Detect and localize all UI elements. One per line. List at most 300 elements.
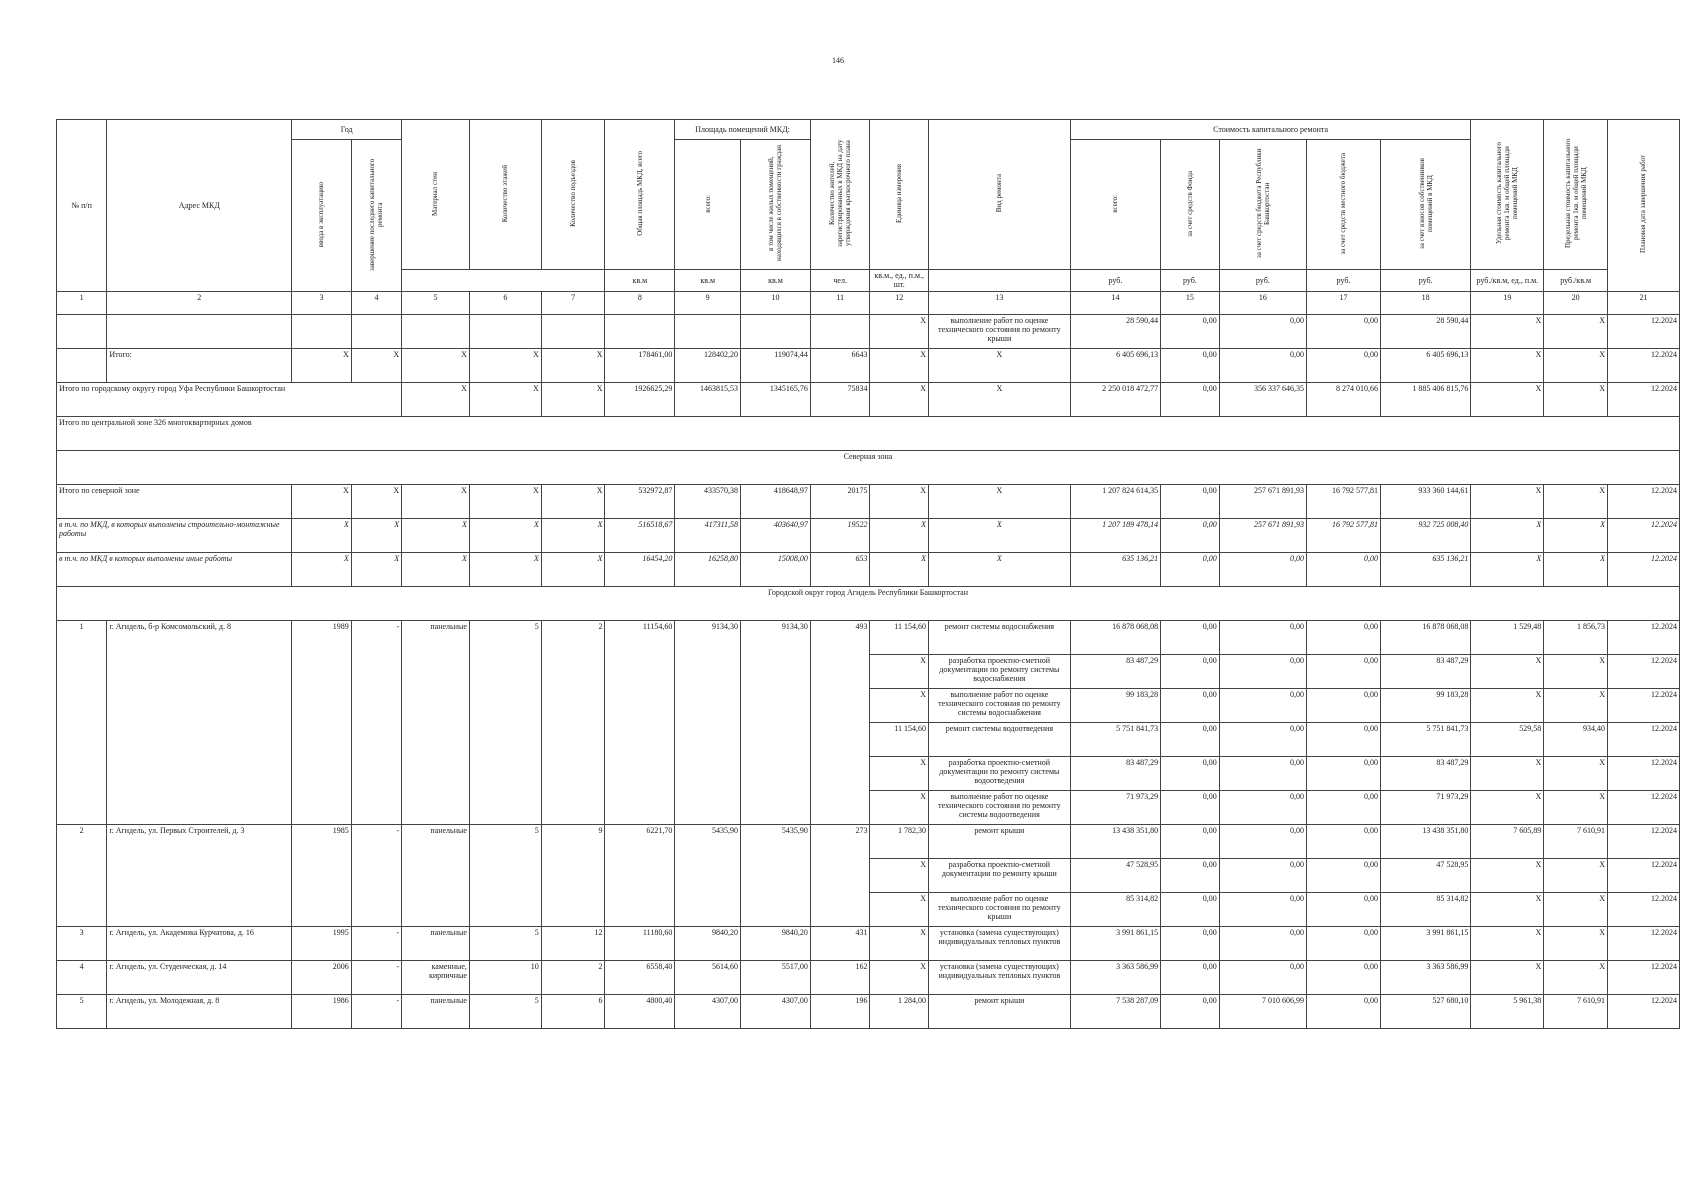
x-mark: X [351,552,401,586]
header-floors: Количество этажей [469,120,541,270]
house-address: г. Агидель, ул. Академика Курчатова, д. 16 [107,926,292,960]
cost-local: 0,00 [1306,620,1380,654]
year-commission: 2006 [292,960,352,994]
cost-fund: 0,00 [1161,314,1220,348]
cost-owners: 83 487,29 [1380,654,1470,688]
x-mark: X [1471,518,1544,552]
unit-fund: руб. [1161,270,1220,291]
header-cost-local: за счет средств местного бюджета [1306,140,1380,270]
cost-local: 0,00 [1306,552,1380,586]
premises-total: 9134,30 [675,620,741,824]
column-number: 9 [675,291,741,314]
cost-region: 257 671 891,93 [1219,484,1306,518]
cost-region: 0,00 [1219,756,1306,790]
house-address: г. Агидель, б-р Комсомольский, д. 8 [107,620,292,824]
empty-cell [810,314,870,348]
residents-count: 19522 [810,518,870,552]
cost-total: 16 878 068,08 [1070,620,1160,654]
unit-work [929,270,1071,291]
wall-material: каменные, кирпичные [402,960,470,994]
x-mark: X [1471,382,1544,416]
x-mark: X [469,348,541,382]
x-mark: X [929,484,1071,518]
cost-region: 257 671 891,93 [1219,518,1306,552]
cost-owners: 16 878 068,08 [1380,620,1470,654]
column-number: 7 [541,291,605,314]
header-cost-total: всего: [1070,140,1160,270]
header-wall-material: Материал стен [402,120,470,270]
wall-material: панельные [402,994,470,1028]
cost-region: 356 337 646,35 [1219,382,1306,416]
cost-total: 6 405 696,13 [1070,348,1160,382]
work-type: выполнение работ по оценке технического состояния по ремонту крыши [929,314,1071,348]
x-mark: X [469,518,541,552]
x-mark: X [402,382,470,416]
cost-total: 2 250 018 472,77 [1070,382,1160,416]
unit-value: X [870,892,929,926]
cost-local: 0,00 [1306,994,1380,1028]
cost-region: 0,00 [1219,348,1306,382]
unit-value: X [870,654,929,688]
max-cost: X [1544,654,1608,688]
premises-residents: 403640,97 [741,518,811,552]
cost-fund: 0,00 [1161,722,1220,756]
max-cost: X [1544,926,1608,960]
cost-fund: 0,00 [1161,348,1220,382]
cost-local: 0,00 [1306,960,1380,994]
cost-total: 1 207 824 614,35 [1070,484,1160,518]
deadline: 12.2024 [1607,518,1679,552]
cost-owners: 527 680,10 [1380,994,1470,1028]
max-cost: 7 610,91 [1544,824,1608,858]
cost-region: 0,00 [1219,824,1306,858]
unit-measure: кв.м., ед., п.м., шт. [870,270,929,291]
header-cost-region: за счет средств бюджета Республики Башкортостан [1219,140,1306,270]
cost-local: 0,00 [1306,926,1380,960]
unit-cost: X [1471,756,1544,790]
year-commission: 1986 [292,994,352,1028]
unit-cost: X [1471,858,1544,892]
x-mark: X [929,552,1071,586]
empty-cell [541,314,605,348]
cost-total: 13 438 351,80 [1070,824,1160,858]
cost-region: 7 010 606,99 [1219,994,1306,1028]
wall-material: панельные [402,620,470,824]
cost-fund: 0,00 [1161,858,1220,892]
cost-owners: 635 136,21 [1380,552,1470,586]
house-number: 2 [57,824,107,926]
deadline: 12.2024 [1607,790,1679,824]
cost-fund: 0,00 [1161,960,1220,994]
max-cost: X [1544,858,1608,892]
house-work-row [57,926,1680,960]
premises-residents: 15008,00 [741,552,811,586]
floors: 5 [469,824,541,926]
residents-count: 273 [810,824,870,926]
x-mark: X [351,484,401,518]
capital-repair-table [56,119,1680,1029]
cost-local: 16 792 577,81 [1306,518,1380,552]
header-premises-total: всего: [675,140,741,270]
row-label: Итого по городскому округу город Уфа Республики Башкортостан [57,382,402,416]
total-area: 516518,67 [605,518,675,552]
unit-value: X [870,926,929,960]
column-number: 16 [1219,291,1306,314]
cost-local: 0,00 [1306,722,1380,756]
row-label: в т.ч. по МКД в которых выполнены иные работы [57,552,292,586]
cost-total: 83 487,29 [1070,654,1160,688]
header-total-area: Общая площадь МКД, всего [605,120,675,270]
premises-residents: 418648,97 [741,484,811,518]
header-year-commission: ввода в эксплуатацию [292,140,352,292]
cost-owners: 71 973,29 [1380,790,1470,824]
residents-count: 431 [810,926,870,960]
premises-residents: 5435,90 [741,824,811,926]
column-number: 12 [870,291,929,314]
max-cost: X [1544,960,1608,994]
column-number: 20 [1544,291,1608,314]
column-number: 3 [292,291,352,314]
column-number: 14 [1070,291,1160,314]
continuation-row [57,314,1680,348]
max-cost: 1 856,73 [1544,620,1608,654]
deadline: 12.2024 [1607,382,1679,416]
deadline: 12.2024 [1607,688,1679,722]
unit-value: X [870,960,929,994]
column-number: 18 [1380,291,1470,314]
premises-total: 433570,38 [675,484,741,518]
year-last-repair: - [351,926,401,960]
row-label: Итого по северной зоне [57,484,292,518]
premises-total: 9840,20 [675,926,741,960]
premises-residents: 9134,30 [741,620,811,824]
house-number: 1 [57,620,107,824]
table-body [57,314,1680,1028]
premises-residents: 5517,00 [741,960,811,994]
deadline: 12.2024 [1607,892,1679,926]
work-type: ремонт системы водоотведения [929,722,1071,756]
header-year-group: Год [292,120,402,140]
cost-local: 0,00 [1306,654,1380,688]
north-zone-title-row [57,450,1680,484]
section-label: Итого по центральной зоне 326 многоквартирных домов [57,416,1680,450]
x-mark: X [929,518,1071,552]
cost-owners: 13 438 351,80 [1380,824,1470,858]
x-mark: X [1471,484,1544,518]
house-number: 3 [57,926,107,960]
header-deadline: Плановая дата завершения работ [1607,120,1679,292]
house-address: г. Агидель, ул. Молодежная, д. 8 [107,994,292,1028]
x-mark: X [1544,382,1608,416]
cost-fund: 0,00 [1161,790,1220,824]
empty-cell [57,314,107,348]
cost-region: 0,00 [1219,926,1306,960]
column-number: 6 [469,291,541,314]
cost-region: 0,00 [1219,620,1306,654]
year-last-repair: - [351,824,401,926]
x-mark: X [469,484,541,518]
total-area: 16454,20 [605,552,675,586]
column-number: 11 [810,291,870,314]
work-type: выполнение работ по оценке технического состояния по ремонту крыши [929,892,1071,926]
cost-owners: 3 991 861,15 [1380,926,1470,960]
column-numbers-row [57,291,1680,314]
unit-value: 1 782,30 [870,824,929,858]
empty-cell [57,348,107,382]
cost-total: 28 590,44 [1070,314,1160,348]
cost-region: 0,00 [1219,654,1306,688]
total-area: 178461,00 [605,348,675,382]
column-number: 1 [57,291,107,314]
residents-count: 493 [810,620,870,824]
cost-region: 0,00 [1219,858,1306,892]
deadline: 12.2024 [1607,824,1679,858]
cost-local: 0,00 [1306,688,1380,722]
unit-value: X [870,858,929,892]
x-mark: X [1471,552,1544,586]
cost-owners: 47 528,95 [1380,858,1470,892]
header-spacer [402,270,605,291]
max-cost: 934,40 [1544,722,1608,756]
cost-fund: 0,00 [1161,926,1220,960]
unit-cost: X [1471,926,1544,960]
premises-total: 5435,90 [675,824,741,926]
cost-owners: 933 360 144,61 [1380,484,1470,518]
itogo-row [57,348,1680,382]
unit-area: кв.м [605,270,675,291]
residents-count: 6643 [810,348,870,382]
x-mark: X [469,382,541,416]
total-area: 532972,87 [605,484,675,518]
max-cost: X [1544,892,1608,926]
x-mark: X [870,314,929,348]
deadline: 12.2024 [1607,858,1679,892]
unit-uc: руб./кв.м, ед., п.м. [1471,270,1544,291]
max-cost: X [1544,688,1608,722]
unit-cost: 529,58 [1471,722,1544,756]
section-label: Северная зона [57,450,1680,484]
year-last-repair: - [351,960,401,994]
premises-residents: 119074,44 [741,348,811,382]
x-mark: X [541,552,605,586]
deadline: 12.2024 [1607,722,1679,756]
x-mark: X [870,382,929,416]
cost-fund: 0,00 [1161,382,1220,416]
year-commission: 1995 [292,926,352,960]
unit-cost: X [1471,654,1544,688]
total-area: 11180,60 [605,926,675,960]
x-mark: X [1544,348,1608,382]
deadline: 12.2024 [1607,654,1679,688]
cost-local: 0,00 [1306,756,1380,790]
cost-local: 0,00 [1306,348,1380,382]
header-premises-group: Площадь помещений МКД: [675,120,811,140]
cost-owners: 83 487,29 [1380,756,1470,790]
column-number: 21 [1607,291,1679,314]
cost-total: 85 314,82 [1070,892,1160,926]
unit-prem-res: кв.м [741,270,811,291]
max-cost: X [1544,790,1608,824]
unit-cost: 5 961,38 [1471,994,1544,1028]
header-residents: Количество жителей, зарегистрированных в МКД на дату утверждения краткосрочного плана [810,120,870,270]
header-unit-cost: Удельная стоимость капитального ремонта 1кв. м общей площади помещений МКД [1471,120,1544,270]
column-number: 10 [741,291,811,314]
unit-value: 11 154,60 [870,620,929,654]
cost-local: 0,00 [1306,824,1380,858]
cost-total: 5 751 841,73 [1070,722,1160,756]
entrances: 12 [541,926,605,960]
premises-residents: 4307,00 [741,994,811,1028]
x-mark: X [1471,314,1544,348]
premises-total: 16258,80 [675,552,741,586]
x-mark: X [292,518,352,552]
cost-total: 7 538 287,09 [1070,994,1160,1028]
deadline: 12.2024 [1607,314,1679,348]
deadline: 12.2024 [1607,994,1679,1028]
x-mark: X [402,348,470,382]
header-entrances: Количество подъездов [541,120,605,270]
total-area: 6221,70 [605,824,675,926]
empty-cell [292,314,352,348]
unit-value: 1 284,00 [870,994,929,1028]
unit-cost: 7 605,89 [1471,824,1544,858]
house-work-row [57,824,1680,858]
deadline: 12.2024 [1607,552,1679,586]
entrances: 2 [541,620,605,824]
header-unit: Единица измерения [870,120,929,270]
work-type: выполнение работ по оценке технического состояния по ремонту системы водоотведения [929,790,1071,824]
total-area: 4800,40 [605,994,675,1028]
deadline: 12.2024 [1607,484,1679,518]
table-header [57,120,1680,315]
total-area: 11154,60 [605,620,675,824]
deadline: 12.2024 [1607,926,1679,960]
year-commission: 1985 [292,824,352,926]
unit-mc: руб./кв.м [1544,270,1608,291]
north-total-row [57,484,1680,518]
column-number: 17 [1306,291,1380,314]
x-mark: X [292,484,352,518]
header-num: № п/п [57,120,107,292]
work-type: установка (замена существующих) индивидуальных тепловых пунктов [929,960,1071,994]
agidel-title-row [57,586,1680,620]
cost-owners: 6 405 696,13 [1380,348,1470,382]
cost-region: 0,00 [1219,790,1306,824]
work-type: ремонт крыши [929,824,1071,858]
x-mark: X [541,348,605,382]
empty-cell [107,314,292,348]
cost-owners: 28 590,44 [1380,314,1470,348]
unit-cost: X [1471,790,1544,824]
unit-owners: руб. [1380,270,1470,291]
residents-count: 653 [810,552,870,586]
cost-region: 0,00 [1219,892,1306,926]
total-area: 1926625,29 [605,382,675,416]
cost-total: 3 363 586,99 [1070,960,1160,994]
unit-total: руб. [1070,270,1160,291]
residents-count: 196 [810,994,870,1028]
premises-total: 1463815,53 [675,382,741,416]
cost-region: 0,00 [1219,688,1306,722]
floors: 5 [469,620,541,824]
empty-cell [605,314,675,348]
empty-cell [741,314,811,348]
cost-total: 47 528,95 [1070,858,1160,892]
cost-fund: 0,00 [1161,688,1220,722]
section-label: Городской округ город Агидель Республики Башкортостан [57,586,1680,620]
x-mark: X [1544,518,1608,552]
x-mark: X [870,518,929,552]
x-mark: X [929,348,1071,382]
unit-value: X [870,756,929,790]
premises-total: 4307,00 [675,994,741,1028]
x-mark: X [541,484,605,518]
floors: 5 [469,994,541,1028]
residents-count: 162 [810,960,870,994]
cost-owners: 3 363 586,99 [1380,960,1470,994]
cost-local: 0,00 [1306,314,1380,348]
max-cost: X [1544,756,1608,790]
deadline: 12.2024 [1607,756,1679,790]
empty-cell [675,314,741,348]
north-smr-row [57,518,1680,552]
empty-cell [351,314,401,348]
x-mark: X [541,382,605,416]
column-number: 2 [107,291,292,314]
cost-total: 3 991 861,15 [1070,926,1160,960]
x-mark: X [929,382,1071,416]
unit-cost: X [1471,960,1544,994]
x-mark: X [1544,484,1608,518]
cost-fund: 0,00 [1161,552,1220,586]
column-number: 19 [1471,291,1544,314]
cost-region: 0,00 [1219,552,1306,586]
cost-fund: 0,00 [1161,518,1220,552]
premises-residents: 9840,20 [741,926,811,960]
x-mark: X [870,552,929,586]
x-mark: X [870,348,929,382]
floors: 5 [469,926,541,960]
header-cost-fund: за счет средств Фонда [1161,140,1220,270]
header-premises-residents: в том числе жилых помещений, находящихся в собственности граждан [741,140,811,270]
cost-region: 0,00 [1219,722,1306,756]
entrances: 6 [541,994,605,1028]
cost-owners: 1 885 406 815,76 [1380,382,1470,416]
total-area: 6558,40 [605,960,675,994]
unit-value: 11 154,60 [870,722,929,756]
x-mark: X [402,484,470,518]
entrances: 2 [541,960,605,994]
work-type: ремонт системы водоснабжения [929,620,1071,654]
entrances: 9 [541,824,605,926]
max-cost: 7 610,91 [1544,994,1608,1028]
premises-total: 417311,58 [675,518,741,552]
wall-material: панельные [402,926,470,960]
unit-cost: X [1471,688,1544,722]
premises-total: 128402,20 [675,348,741,382]
x-mark: X [292,552,352,586]
work-type: разработка проектно-сметной документации по ремонту системы водоснабжения [929,654,1071,688]
itogo-ufa-row [57,382,1680,416]
unit-cost: 1 529,48 [1471,620,1544,654]
column-number: 8 [605,291,675,314]
x-mark: X [351,348,401,382]
x-mark: X [292,348,352,382]
deadline: 12.2024 [1607,960,1679,994]
year-last-repair: - [351,994,401,1028]
work-type: ремонт крыши [929,994,1071,1028]
floors: 10 [469,960,541,994]
